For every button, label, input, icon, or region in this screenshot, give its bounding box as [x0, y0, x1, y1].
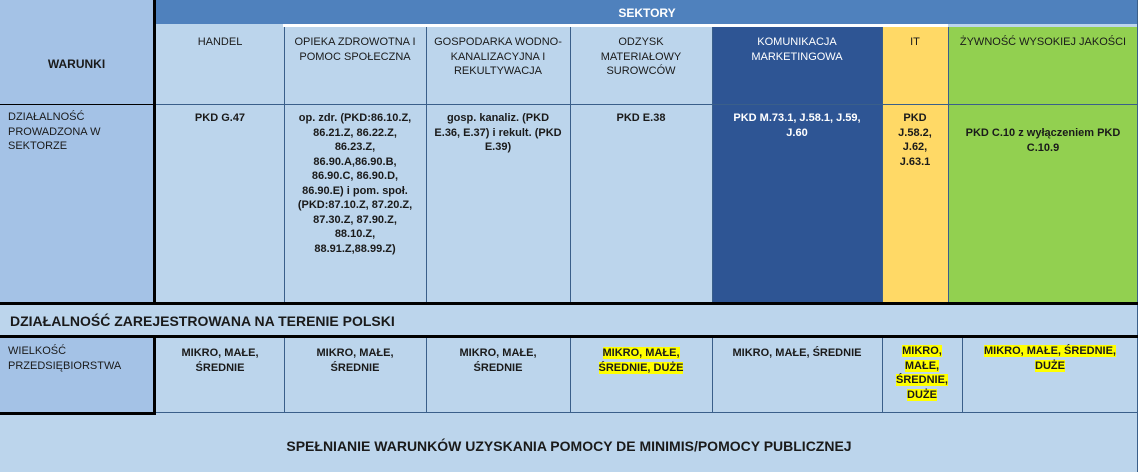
sector-header-gospodarka: GOSPODARKA WODNO-KANALIZACYJNA I REKULTYWACJA: [426, 27, 570, 104]
activity-komunikacja: PKD M.73.1, J.58.1, J.59, J.60: [712, 104, 882, 302]
size-gospodarka: MIKRO, MAŁE, ŚREDNIE: [426, 338, 570, 412]
row-activity-label: DZIAŁALNOŚĆ PROWADZONA W SEKTORZE: [0, 104, 156, 302]
activity-it: PKD J.58.2, J.62, J.63.1: [882, 104, 948, 302]
sector-header-opieka: OPIEKA ZDROWOTNA I POMOC SPOŁECZNA: [284, 27, 426, 104]
sector-header-zywnosc: ŻYWNOŚĆ WYSOKIEJ JAKOŚCI: [948, 27, 1138, 104]
sector-header-odzysk: ODZYSK MATERIAŁOWY SUROWCÓW: [570, 27, 712, 104]
size-opieka: MIKRO, MAŁE, ŚREDNIE: [284, 338, 426, 412]
activity-handel: PKD G.47: [156, 104, 284, 302]
activity-zywnosc: PKD C.10 z wyłączeniem PKD C.10.9: [948, 104, 1138, 302]
sector-header-it: IT: [882, 27, 948, 104]
size-handel: MIKRO, MAŁE, ŚREDNIE: [156, 338, 284, 412]
sector-header-komunikacja: KOMUNIKACJA MARKETINGOWA: [712, 27, 882, 104]
footer-conditions: SPEŁNIANIE WARUNKÓW UZYSKANIA POMOCY DE MINIMIS/POMOCY PUBLICZNEJ: [0, 415, 1138, 472]
activity-gospodarka: gosp. kanaliz. (PKD E.36, E.37) i rekult. (PKD E.39): [426, 104, 570, 302]
size-odzysk-highlight: MIKRO, MAŁE, ŚREDNIE, DUŻE: [598, 347, 684, 374]
warunki-header: WARUNKI: [0, 0, 156, 104]
size-zywnosc: [962, 338, 1138, 412]
row-registered-label: DZIAŁALNOŚĆ ZAREJESTROWANA NA TERENIE POLSKI: [0, 305, 1138, 335]
size-it: [882, 338, 962, 412]
size-komunikacja: MIKRO, MAŁE, ŚREDNIE: [712, 338, 882, 412]
sector-header-handel: HANDEL: [156, 27, 284, 104]
size-it-highlight: MIKRO, MAŁE, ŚREDNIE, DUŻE: [896, 345, 948, 401]
row-size-label: WIELKOŚĆ PRZEDSIĘBIORSTWA: [0, 338, 156, 412]
size-zywnosc-highlight: MIKRO, MAŁE, ŚREDNIE, DUŻE: [983, 345, 1116, 372]
sektory-header: SEKTORY: [156, 0, 1138, 24]
size-odzysk: [570, 338, 712, 412]
activity-odzysk: PKD E.38: [570, 104, 712, 302]
activity-opieka: op. zdr. (PKD:86.10.Z, 86.21.Z, 86.22.Z, 86.23.Z, 86.90.A,86.90.B, 86.90.C, 86.90.D, 86.90.E) i pom. społ. (PKD:87.10.Z, 87.20.Z, 87.30.Z, 87.90.Z, 88.10.Z, 88.91.Z,88.99.Z): [284, 104, 426, 302]
